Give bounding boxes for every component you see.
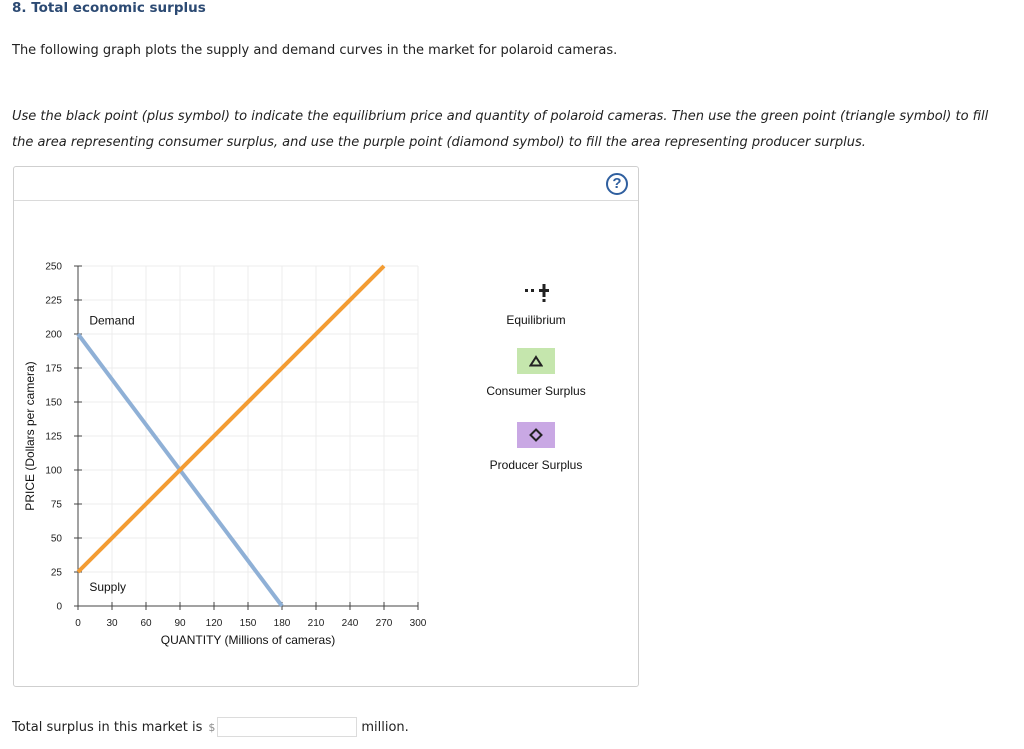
y-tick-label: 200 <box>45 329 62 341</box>
graph-panel <box>13 166 639 687</box>
total-surplus-prefix: Total surplus in this market is <box>12 719 203 735</box>
producer-surplus-swatch[interactable] <box>517 422 555 448</box>
y-tick-label: 100 <box>45 465 62 477</box>
help-button[interactable]: ? <box>606 173 628 195</box>
total-surplus-row <box>12 716 409 738</box>
x-tick-label: 120 <box>205 618 223 629</box>
equilibrium-label: Equilibrium <box>506 313 566 327</box>
y-axis-title: PRICE (Dollars per camera) <box>23 361 37 511</box>
x-tick-label: 240 <box>341 618 359 629</box>
consumer-surplus-tool[interactable] <box>467 348 605 398</box>
plus-icon <box>517 277 555 303</box>
x-tick-label: 210 <box>307 618 325 629</box>
triangle-icon <box>529 355 543 367</box>
equilibrium-swatch[interactable] <box>517 277 555 303</box>
x-tick-label: 60 <box>140 618 152 629</box>
consumer-surplus-label: Consumer Surplus <box>486 384 586 398</box>
total-surplus-unit: million. <box>361 719 409 735</box>
total-surplus-input[interactable] <box>217 717 357 737</box>
x-tick-label: 90 <box>174 618 186 629</box>
supply-label: Supply <box>89 579 127 594</box>
y-tick-label: 225 <box>45 295 62 307</box>
question-instructions: Use the black point (plus symbol) to indicate the equilibrium price and quantity of polaroid cameras. Then use the green point (triangle symbol) to fill the area representing consumer surplus, and use the purple point (diamond symbol) to fill the area representing producer surplus. <box>12 109 989 150</box>
x-tick-label: 30 <box>106 618 118 629</box>
supply-curve <box>78 266 384 572</box>
equilibrium-tool[interactable] <box>496 277 576 327</box>
currency-symbol: $ <box>208 720 216 734</box>
question-heading: 8. Total economic surplus <box>12 0 206 16</box>
demand-label: Demand <box>89 313 135 328</box>
y-tick-label: 50 <box>50 533 62 545</box>
question-intro: The following graph plots the supply and demand curves in the market for polaroid cameras. <box>12 43 618 58</box>
x-tick-label: 180 <box>273 618 291 629</box>
y-tick-label: 250 <box>45 261 62 273</box>
diamond-icon <box>529 428 543 442</box>
producer-surplus-label: Producer Surplus <box>489 458 583 472</box>
x-tick-label: 150 <box>239 618 257 629</box>
x-tick-label: 0 <box>75 618 81 629</box>
y-tick-label: 25 <box>50 567 62 579</box>
x-tick-label: 300 <box>409 618 427 629</box>
axis-layer <box>23 262 427 648</box>
y-tick-label: 0 <box>56 601 62 613</box>
consumer-surplus-swatch[interactable] <box>517 348 555 374</box>
y-tick-label: 125 <box>45 431 62 443</box>
x-tick-label: 270 <box>375 618 393 629</box>
x-axis-title: QUANTITY (Millions of cameras) <box>160 633 336 647</box>
producer-surplus-tool[interactable] <box>467 422 605 472</box>
y-tick-label: 150 <box>45 397 62 409</box>
y-tick-label: 175 <box>45 363 62 375</box>
y-tick-label: 75 <box>50 499 62 511</box>
